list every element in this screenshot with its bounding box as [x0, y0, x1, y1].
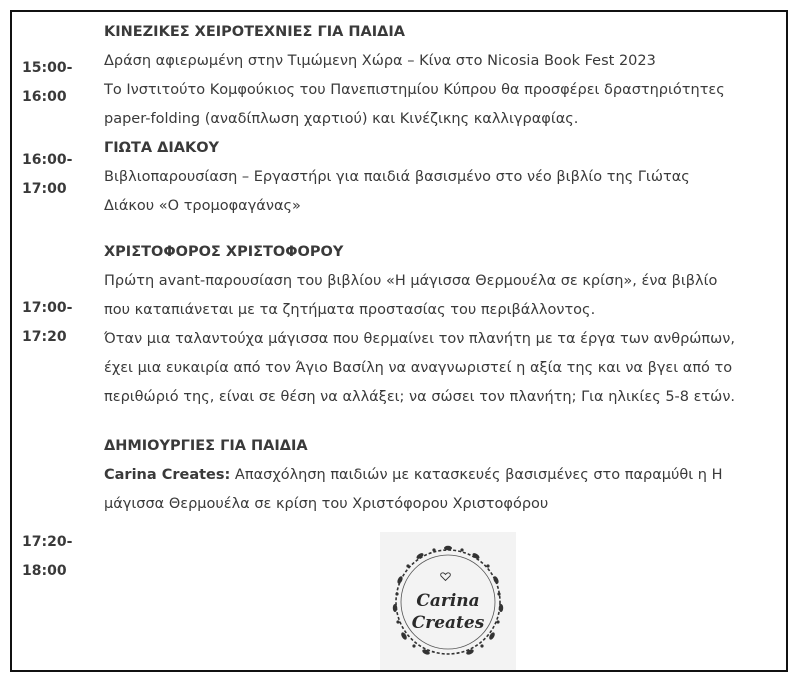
event-block — [104, 134, 784, 221]
event-text: Το Ινστιτούτο Κομφούκιος του Πανεπιστημίου Κύπρου θα προσφέρει δραστηριότητες — [104, 82, 725, 98]
time-end: 18:00 — [22, 563, 67, 579]
time-end: 17:00 — [22, 181, 67, 197]
event-text: που καταπιάνεται με τα ζητήματα προστασίας του περιβάλλοντος. — [104, 302, 596, 318]
event-text — [104, 461, 784, 490]
event-title: ΓΙΩΤΑ ΔΙΑΚΟΥ — [104, 140, 220, 156]
event-block — [104, 238, 784, 412]
time-slot — [22, 54, 102, 112]
time-end: 17:20 — [22, 329, 67, 345]
time-slot — [22, 146, 102, 204]
event-text: Διάκου «Ο τρομοφαγάνας» — [104, 198, 301, 214]
event-text: περιθώριό της, είναι σε θέση να αλλάξει; να σώσει τον πλανήτη; Για ηλικίες 5-8 ετών. — [104, 389, 736, 405]
time-end: 16:00 — [22, 89, 67, 105]
time-start: 17:00- — [22, 300, 73, 316]
logo-text-carina: Carina — [416, 591, 480, 611]
event-text: paper-folding (αναδίπλωση χαρτιού) και Κινέζικης καλλιγραφίας. — [104, 111, 579, 127]
event-text: Όταν μια ταλαντούχα μάγισσα που θερμαίνει τον πλανήτη με τα έργα των ανθρώπων, — [104, 331, 736, 347]
time-start: 16:00- — [22, 152, 73, 168]
event-title: ΔΗΜΙΟΥΡΓΙΕΣ ΓΙΑ ΠΑΙΔΙΑ — [104, 438, 308, 454]
carina-creates-logo — [380, 532, 516, 672]
event-text: Πρώτη avant-παρουσίαση του βιβλίου «Η μάγισσα Θερμουέλα σε κρίση», ένα βιβλίο — [104, 273, 718, 289]
logo-text-creates: Creates — [411, 613, 485, 633]
time-start: 15:00- — [22, 60, 73, 76]
event-text-rest: Απασχόληση παιδιών με κατασκευές βασισμένες στο παραμύθι η Η — [230, 467, 723, 483]
time-start: 17:20- — [22, 534, 73, 550]
event-lead: Carina Creates: — [104, 467, 231, 483]
event-title: ΚΙΝΕΖΙΚΕΣ ΧΕΙΡΟΤΕΧΝΙΕΣ ΓΙΑ ΠΑΙΔΙΑ — [104, 24, 405, 40]
event-text: έχει μια ευκαιρία από τον Άγιο Βασίλη να αναγνωριστεί η αξία της και να βγει από το — [104, 360, 733, 376]
event-block — [104, 18, 784, 134]
time-slot — [22, 528, 102, 586]
event-text: Βιβλιοπαρουσίαση – Εργαστήρι για παιδιά βασισμένο στο νέο βιβλίο της Γιώτας — [104, 169, 690, 185]
time-slot — [22, 294, 102, 352]
wreath-logo-graphic — [380, 532, 516, 672]
event-title: ΧΡΙΣΤΟΦΟΡΟΣ ΧΡΙΣΤΟΦΟΡΟΥ — [104, 244, 344, 260]
schedule-table — [10, 10, 788, 672]
event-text: Δράση αφιερωμένη στην Τιμώμενη Χώρα – Κίνα στο Nicosia Book Fest 2023 — [104, 53, 656, 69]
event-text: μάγισσα Θερμουέλα σε κρίση του Χριστόφορου Χριστοφόρου — [104, 496, 549, 512]
event-block — [104, 432, 784, 519]
